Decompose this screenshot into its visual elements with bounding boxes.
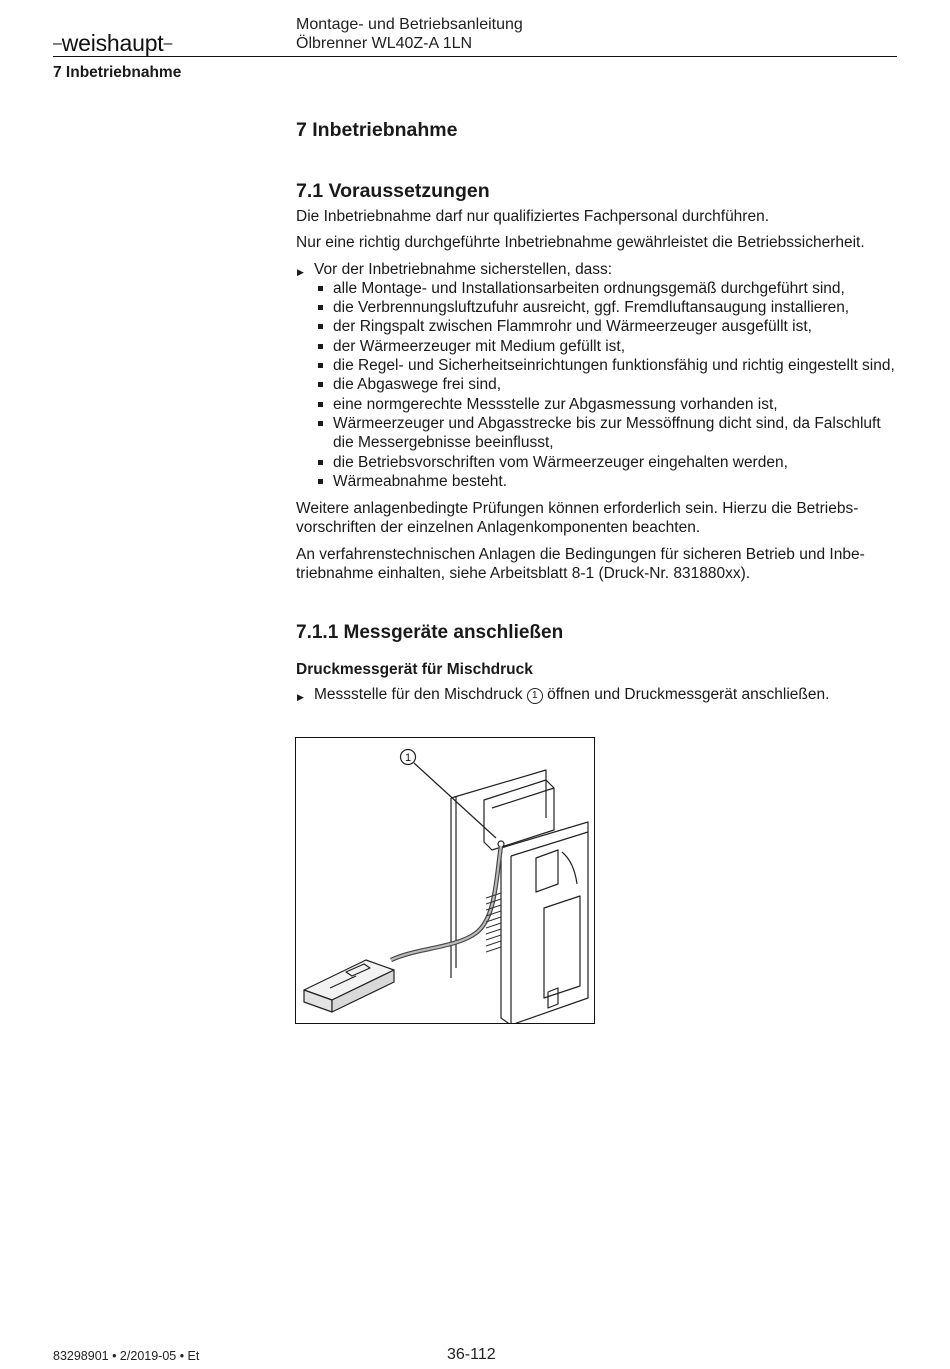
list-item: die Regel- und Sicherheitseinrichtungen funktionsfähig und richtig eingestellt sind, [314,356,898,375]
list-item: alle Montage- und Installationsarbeiten ordnungsgemäß durchgeführt sind, [314,279,898,298]
subheading: Druckmessgerät für Mischdruck [296,661,533,679]
paragraph: Die Inbetriebnahme darf nur qualifiziertes Fachpersonal durchführen. [296,208,770,225]
list-item: die Verbrennungsluftzufuhr ausreicht, ggf. Fremdluftansaugung installieren, [314,298,898,317]
action-step [296,685,898,704]
footer-document-code: 83298901 • 2/2019-05 • Et [53,1349,200,1363]
list-item: der Wärmeerzeuger mit Medium gefüllt ist, [314,337,898,356]
main-content [296,118,898,705]
step-text-start: Messstelle für den Mischdruck [314,686,523,704]
list-item: Wärmeerzeuger und Abgasstrecke bis zur Messöffnung dicht sind, da Falschluft die Messergebnisse beeinflusst, [314,414,898,453]
list-item: Wärmeabnahme besteht. [314,472,898,491]
subsection-title: 7.1.1 Messgeräte anschließen [296,622,564,644]
callout-label: 1 [404,752,412,764]
figure-pressure-gauge [295,737,595,1024]
running-section-label: 7 Inbetriebnahme [53,64,182,81]
list-item: eine normgerechte Messstelle zur Abgasmessung vorhanden ist, [314,395,898,414]
list-item: die Betriebsvorschriften vom Wärmeerzeuger eingehalten werden, [314,453,898,472]
list-item: die Abgaswege frei sind, [314,375,898,394]
chapter-title: 7 Inbetriebnahme [296,119,458,141]
step-text-end: öffnen und Druckmessgerät anschließen. [547,686,830,704]
section-title: 7.1 Voraussetzungen [296,180,490,202]
brand-name: weishaupt [61,30,164,56]
header-rule [53,56,897,57]
requirements-list [314,279,898,491]
housing-grille [486,893,501,952]
list-item: der Ringspalt zwischen Flammrohr und Wärmeerzeuger ausgefüllt ist, [314,317,898,336]
document-title [296,15,523,53]
document-title-line1: Montage- und Betriebsanleitung [296,16,523,33]
brand-logo: –weishaupt– [53,30,173,56]
flange-edge [492,788,554,808]
paragraph: Weitere anlagenbedingte Prüfungen können erforderlich sein. Hierzu die Betriebs-vorschriften der einzelnen Anlagenkomponenten beachten. [296,500,859,537]
callout-marker: 1 [527,688,543,704]
document-title-line2: Ölbrenner WL40Z-A 1LN [296,35,473,52]
paragraph: Nur eine richtig durchgeführte Inbetriebnahme gewährleistet die Betriebssicherheit. [296,234,865,252]
paragraph: An verfahrenstechnischen Anlagen die Bedingungen für sicheren Betrieb und Inbe-triebnahme einhalten, siehe Arbeitsblatt 8-1 (Druck-Nr. 831880xx). [296,545,865,583]
page-number: 36-112 [447,1346,496,1363]
gauge-hose [391,846,501,960]
action-step: ▶ Vor der Inbetriebnahme sicherstellen, dass: [296,260,898,279]
illustration [296,738,595,1024]
